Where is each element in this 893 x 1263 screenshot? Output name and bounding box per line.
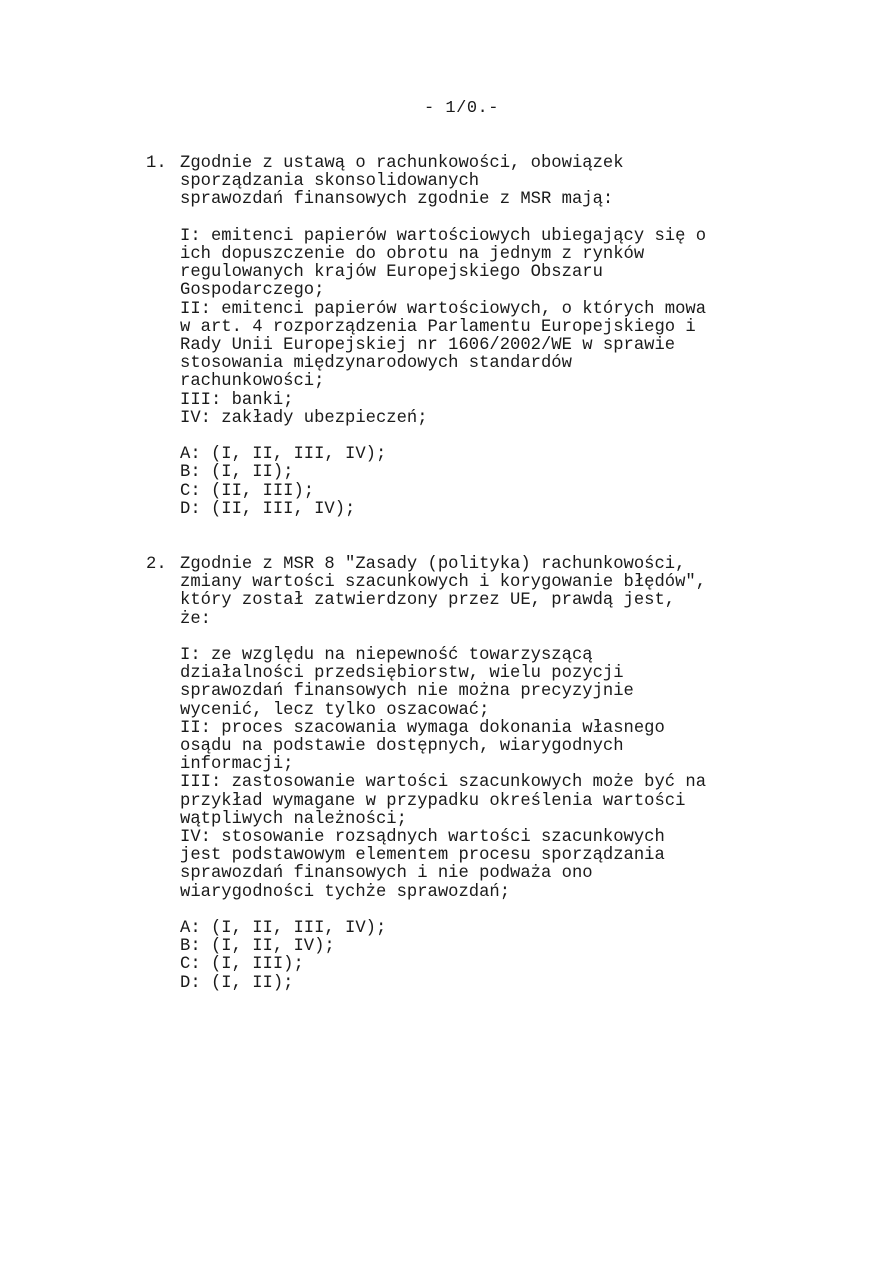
- statement-line: działalności przedsiębiorstw, wielu pozycji: [180, 664, 624, 684]
- answer-option-a: A: (I, II, III, IV);: [180, 919, 387, 939]
- statement-line: przykład wymagane w przypadku określenia wartości: [180, 791, 686, 811]
- statement-line: stosowania międzynarodowych standardów: [180, 354, 572, 374]
- question-stem-line: sprawozdań finansowych zgodnie z MSR mają:: [180, 190, 614, 210]
- statement-line: II: proces szacowania wymaga dokonania własnego: [180, 718, 665, 738]
- statement-line: III: banki;: [180, 390, 294, 410]
- question-body: [180, 155, 766, 519]
- answer-option-d: D: (II, III, IV);: [180, 499, 356, 519]
- statement-line: jest podstawowym elementem procesu sporządzania: [180, 846, 665, 866]
- statement-line: I: ze względu na niepewność towarzyszącą: [180, 646, 593, 665]
- statement-line: wiarygodności tychże sprawozdań;: [180, 882, 511, 902]
- statement-line: wycenić, lecz tylko oszacować;: [180, 700, 490, 720]
- question-stem-line: zmiany wartości szacunkowych i korygowanie błędów",: [180, 573, 707, 593]
- statement-line: ich dopuszczenie do obrotu na jednym z rynków: [180, 245, 645, 264]
- statement-line: III: zastosowanie wartości szacunkowych może być na: [180, 773, 707, 793]
- statement-line: wątpliwych należności;: [180, 809, 407, 829]
- statement-line: regulowanych krajów Europejskiego Obszaru: [180, 263, 603, 283]
- statement-line: informacji;: [180, 755, 294, 775]
- question-body: [180, 556, 766, 993]
- statement-line: IV: stosowanie rozsądnych wartości szacunkowych: [180, 828, 665, 848]
- statement-line: Rady Unii Europejskiej nr 1606/2002/WE w sprawie: [180, 336, 676, 356]
- statement-line: sprawozdań finansowych i nie podważa ono: [180, 864, 593, 884]
- answer-option-b: B: (I, II, IV);: [180, 937, 335, 957]
- question-2: [146, 556, 766, 993]
- answer-option-c: C: (I, III);: [180, 955, 304, 975]
- question-number: 2.: [146, 555, 167, 574]
- question-stem-line: sporządzania skonsolidowanych: [180, 172, 480, 192]
- question-stem-line: Zgodnie z ustawą o rachunkowości, obowiązek: [180, 154, 624, 173]
- statement-line: osądu na podstawie dostępnych, wiarygodnych: [180, 737, 624, 757]
- statement-line: II: emitenci papierów wartościowych, o których mowa: [180, 299, 707, 319]
- question-stem-line: że:: [180, 609, 211, 629]
- question-stem-line: Zgodnie z MSR 8 "Zasady (polityka) rachunkowości,: [180, 555, 686, 574]
- answer-option-a: A: (I, II, III, IV);: [180, 445, 387, 465]
- question-1: [146, 155, 766, 519]
- question-stem-line: który został zatwierdzony przez UE, prawdą jest,: [180, 591, 676, 611]
- answer-option-d: D: (I, II);: [180, 973, 294, 993]
- page-number: - 1/0.-: [424, 99, 499, 118]
- statement-line: w art. 4 rozporządzenia Parlamentu Europejskiego i: [180, 317, 696, 337]
- question-number: 1.: [146, 154, 167, 173]
- answer-option-c: C: (II, III);: [180, 481, 315, 501]
- answer-option-b: B: (I, II);: [180, 463, 294, 483]
- statement-line: I: emitenci papierów wartościowych ubiegający się o: [180, 226, 707, 246]
- statement-line: sprawozdań finansowych nie można precyzyjnie: [180, 682, 634, 702]
- statement-line: Gospodarczego;: [180, 281, 325, 301]
- statement-line: rachunkowości;: [180, 372, 325, 392]
- statement-line: IV: zakłady ubezpieczeń;: [180, 408, 428, 428]
